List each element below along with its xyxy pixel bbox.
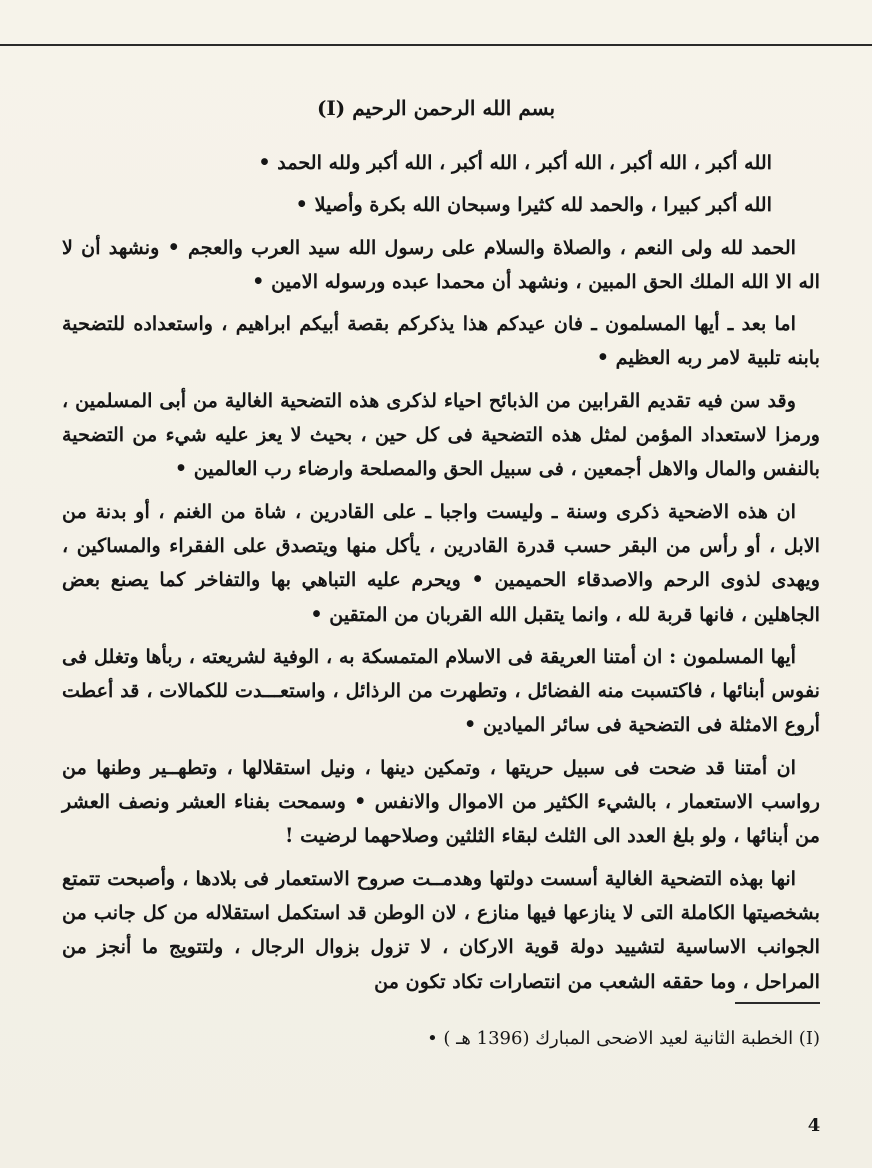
paragraph-amma-baad: اما بعد ـ أيها المسلمون ـ فان عيدكم هذا يذكركم بقصة أبيكم ابراهيم ، واستعداده للتضحية بابنه تلبية لامر ربه العظيم • [62,312,820,370]
page-number: 4 [807,1115,821,1136]
paragraph-udhiya: ان هذه الاضحية ذكرى وسنة ـ وليست واجبا ـ على القادرين ، شاة من الغنم ، أو بدنة من الابل ، أو رأس من البقر حسب قدرة القادرين ، يأكل منها ويتصدق على الفقراء والمساكين ، ويهدى لذوى الرحم والاصدقاء الحميمين • ويحرم عليه التباهي بها والتفاخر كما يصنع بعض الجاهلين ، فانها قربة لله ، وانما يتقبل الله القربان من المتقين • [62,499,820,626]
paragraph-takbir-2: الله أكبر كبيرا ، والحمد لله كثيرا وسبحان الله بكرة وأصيلا • [295,193,772,217]
paragraph-state-building: انها بهذه التضحية الغالية أسست دولتها وهدمــت صروح الاستعمار فى بلادها ، وأصبحت تتمتع بشخصيتها الكاملة التى لا ينازعها فيها منازع ، لان الوطن قد استكمل استقلاله من كل جانب من الجوانب الاساسية لتشييد دولة قوية الاركان ، لا تزول بزوال الرجال ، ولتتويج ما أنجز من المراحل ، وما حققه الشعب من انتصارات تكاد تكون من [62,866,820,993]
paragraph-muslims: أيها المسلمون : ان أمتنا العريقة فى الاسلام المتمسكة به ، الوفية لشريعته ، ربأها وتغلل فى نفوس أبنائها ، فاكتسبت منه الفضائل ، وتطهرت من الرذائل ، واستعـــدت للكمالات ، قد أعطت أروع الامثلة فى التضحية فى سائر الميادين • [62,644,820,737]
paragraph-takbir-1: الله أكبر ، الله أكبر ، الله أكبر ، الله أكبر ، الله أكبر ولله الحمد • [258,151,772,174]
paragraph-hamd: الحمد لله ولى النعم ، والصلاة والسلام على رسول الله سيد العرب والعجم • ونشهد أن لا اله الا الله الملك الحق المبين ، ونشهد أن محمدا عبده ورسوله الامين • [62,235,820,293]
paragraph-nation-sacrifice: ان أمتنا قد ضحت فى سبيل حريتها ، وتمكين دينها ، ونيل استقلالها ، وتطهــير وطنها من رواسب الاستعمار ، بالشيء الكثير من الاموال والانفس • وسمحت بفناء العشر ونصف العشر من أبنائها ، ولو بلغ العدد الى الثلث لبقاء الثلثين وصلاحهما لرضيت ! [62,755,820,848]
top-divider [0,44,872,46]
basmala-heading: بسم الله الرحمن الرحيم (I) [316,96,556,120]
paragraph-sacrifice-origin: وقد سن فيه تقديم القرابين من الذبائح احياء لذكرى هذه التضحية الغالية من أبى المسلمين ، ورمزا لاستعداد المؤمن لمثل هذه التضحية فى كل حين ، بحيث لا يعز عليه شيء من التضحية بالنفس والمال والاهل أجمعين ، فى سبيل الحق والمصلحة وارضاء رب العالمين • [62,388,820,481]
main-text [62,146,820,1007]
footnote: (I) الخطبة الثانية لعيد الاضحى المبارك (1396 هـ ) • [427,1028,820,1049]
footnote-divider [735,1002,820,1004]
